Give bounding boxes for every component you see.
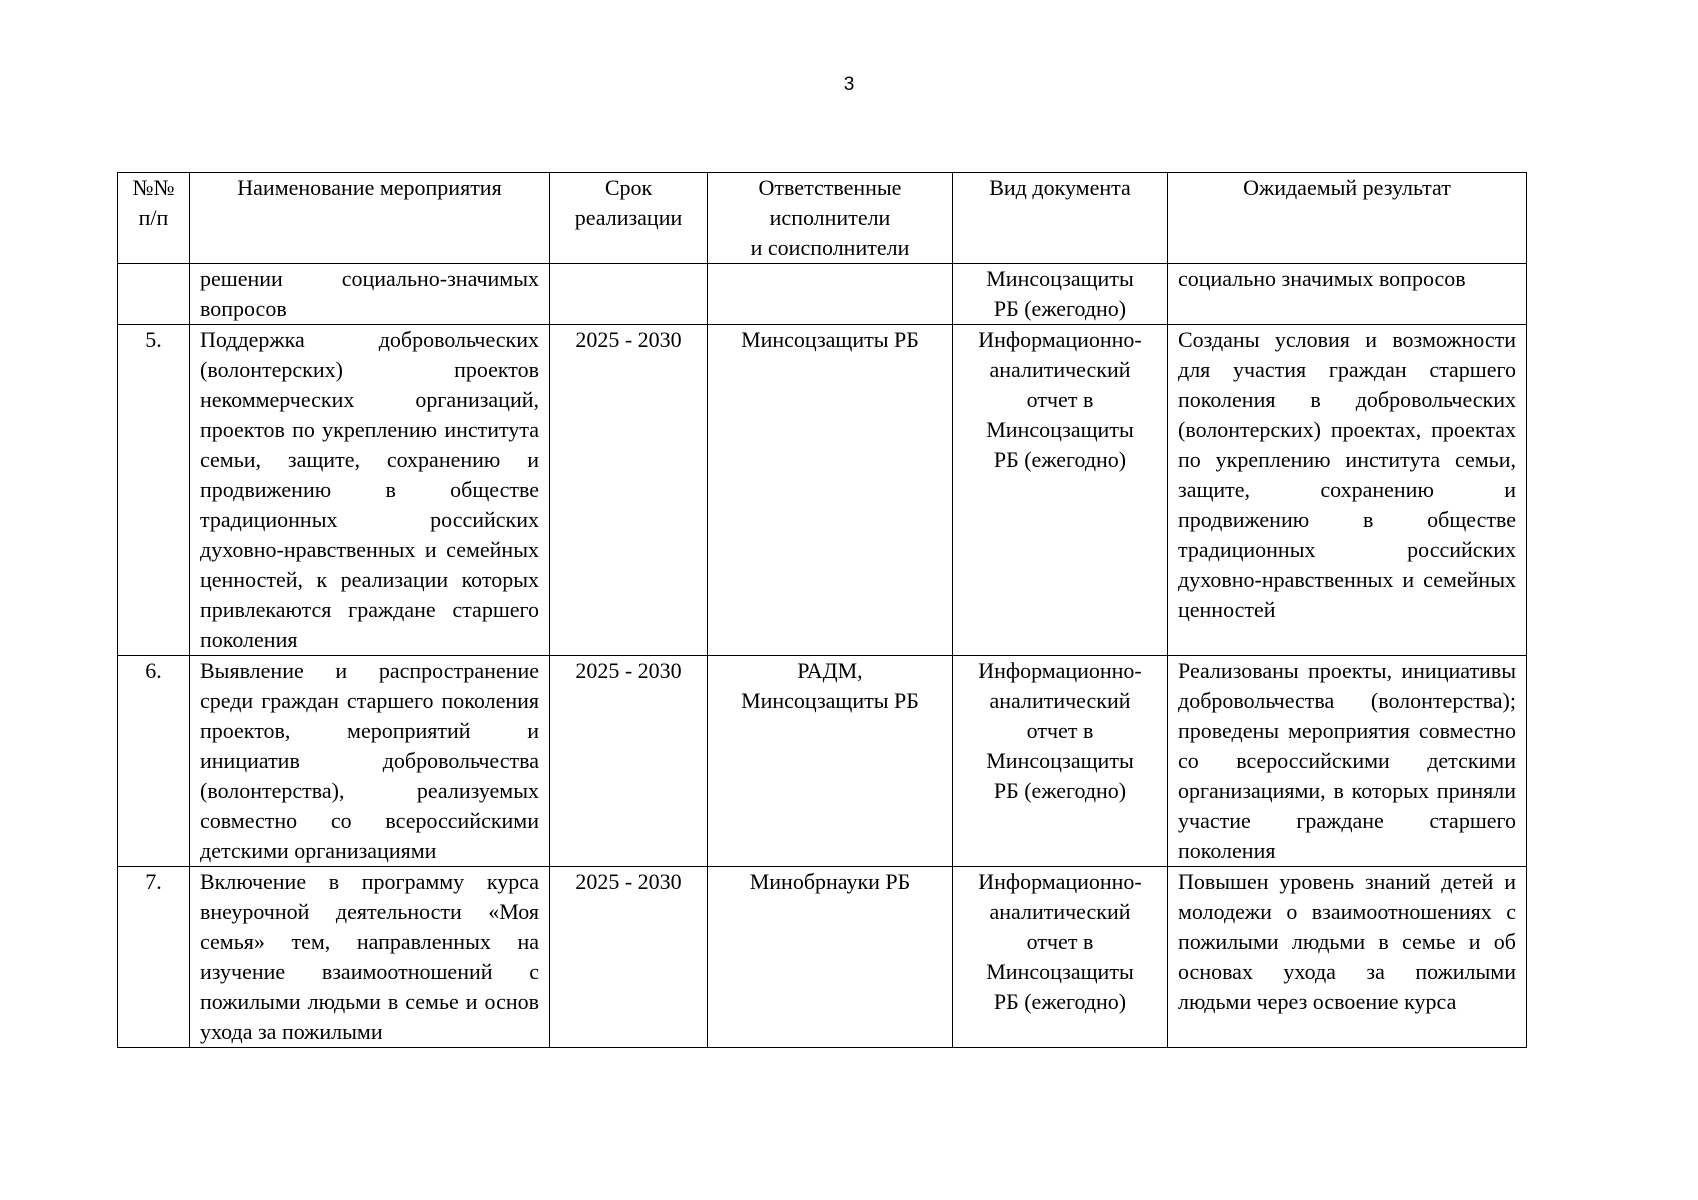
header-term: Срок реализации — [550, 173, 708, 264]
table-row — [118, 867, 1527, 1048]
responsible — [708, 264, 953, 325]
expected-result: Повышен уровень знаний детей и молодежи о взаимоотношениях с пожилыми людьми в семье и об основах ухода за пожилыми людьми через освоение курса — [1168, 867, 1527, 1048]
term: 2025 - 2030 — [550, 656, 708, 867]
expected-result: Созданы условия и возможности для участия граждан старшего поколения в добровольческих (волонтерских) проектах, проектах по укреплению института семьи, защите, сохранению и продвижению в обществе традиционных российских духовно-нравственных и семейных ценностей — [1168, 325, 1527, 656]
responsible: РАДМ, Минсоцзащиты РБ — [708, 656, 953, 867]
document-type: Информационно- аналитический отчет в Минсоцзащиты РБ (ежегодно) — [953, 867, 1168, 1048]
activities-table — [117, 172, 1527, 1048]
row-number — [118, 264, 190, 325]
row-number: 5. — [118, 325, 190, 656]
header-responsible: Ответственные исполнители и соисполнители — [708, 173, 953, 264]
table-header-row — [118, 173, 1527, 264]
activity-name: Поддержка добровольческих (волонтерских) проектов некоммерческих организаций, проектов по укреплению института семьи, защите, сохранению и продвижению в обществе традиционных российских духовно-нравственных и семейных ценностей, к реализации которых привлекаются граждане старшего поколения — [190, 325, 550, 656]
table-row — [118, 264, 1527, 325]
expected-result: социально значимых вопросов — [1168, 264, 1527, 325]
activity-name: Выявление и распространение среди граждан старшего поколения проектов, мероприятий и инициатив добровольчества (волонтерства), реализуемых совместно со всероссийскими детскими организациями — [190, 656, 550, 867]
term: 2025 - 2030 — [550, 867, 708, 1048]
activity-name: Включение в программу курса внеурочной деятельности «Моя семья» тем, направленных на изучение взаимоотношений с пожилыми людьми в семье и основ ухода за пожилыми — [190, 867, 550, 1048]
table-row — [118, 325, 1527, 656]
term: 2025 - 2030 — [550, 325, 708, 656]
row-number: 6. — [118, 656, 190, 867]
activity-name: решении социально-значимых вопросов — [190, 264, 550, 325]
header-expected-result: Ожидаемый результат — [1168, 173, 1527, 264]
table-row — [118, 656, 1527, 867]
responsible: Минобрнауки РБ — [708, 867, 953, 1048]
header-name: Наименование мероприятия — [190, 173, 550, 264]
responsible: Минсоцзащиты РБ — [708, 325, 953, 656]
document-type: Информационно- аналитический отчет в Минсоцзащиты РБ (ежегодно) — [953, 656, 1168, 867]
term — [550, 264, 708, 325]
document-type: Информационно- аналитический отчет в Минсоцзащиты РБ (ежегодно) — [953, 325, 1168, 656]
row-number: 7. — [118, 867, 190, 1048]
document-type: Минсоцзащиты РБ (ежегодно) — [953, 264, 1168, 325]
page-number: 3 — [843, 74, 855, 95]
expected-result: Реализованы проекты, инициативы добровольчества (волонтерства); проведены мероприятия совместно со всероссийскими детскими организациями, в которых приняли участие граждане старшего поколения — [1168, 656, 1527, 867]
header-document-type: Вид документа — [953, 173, 1168, 264]
header-num: №№ п/п — [118, 173, 190, 264]
